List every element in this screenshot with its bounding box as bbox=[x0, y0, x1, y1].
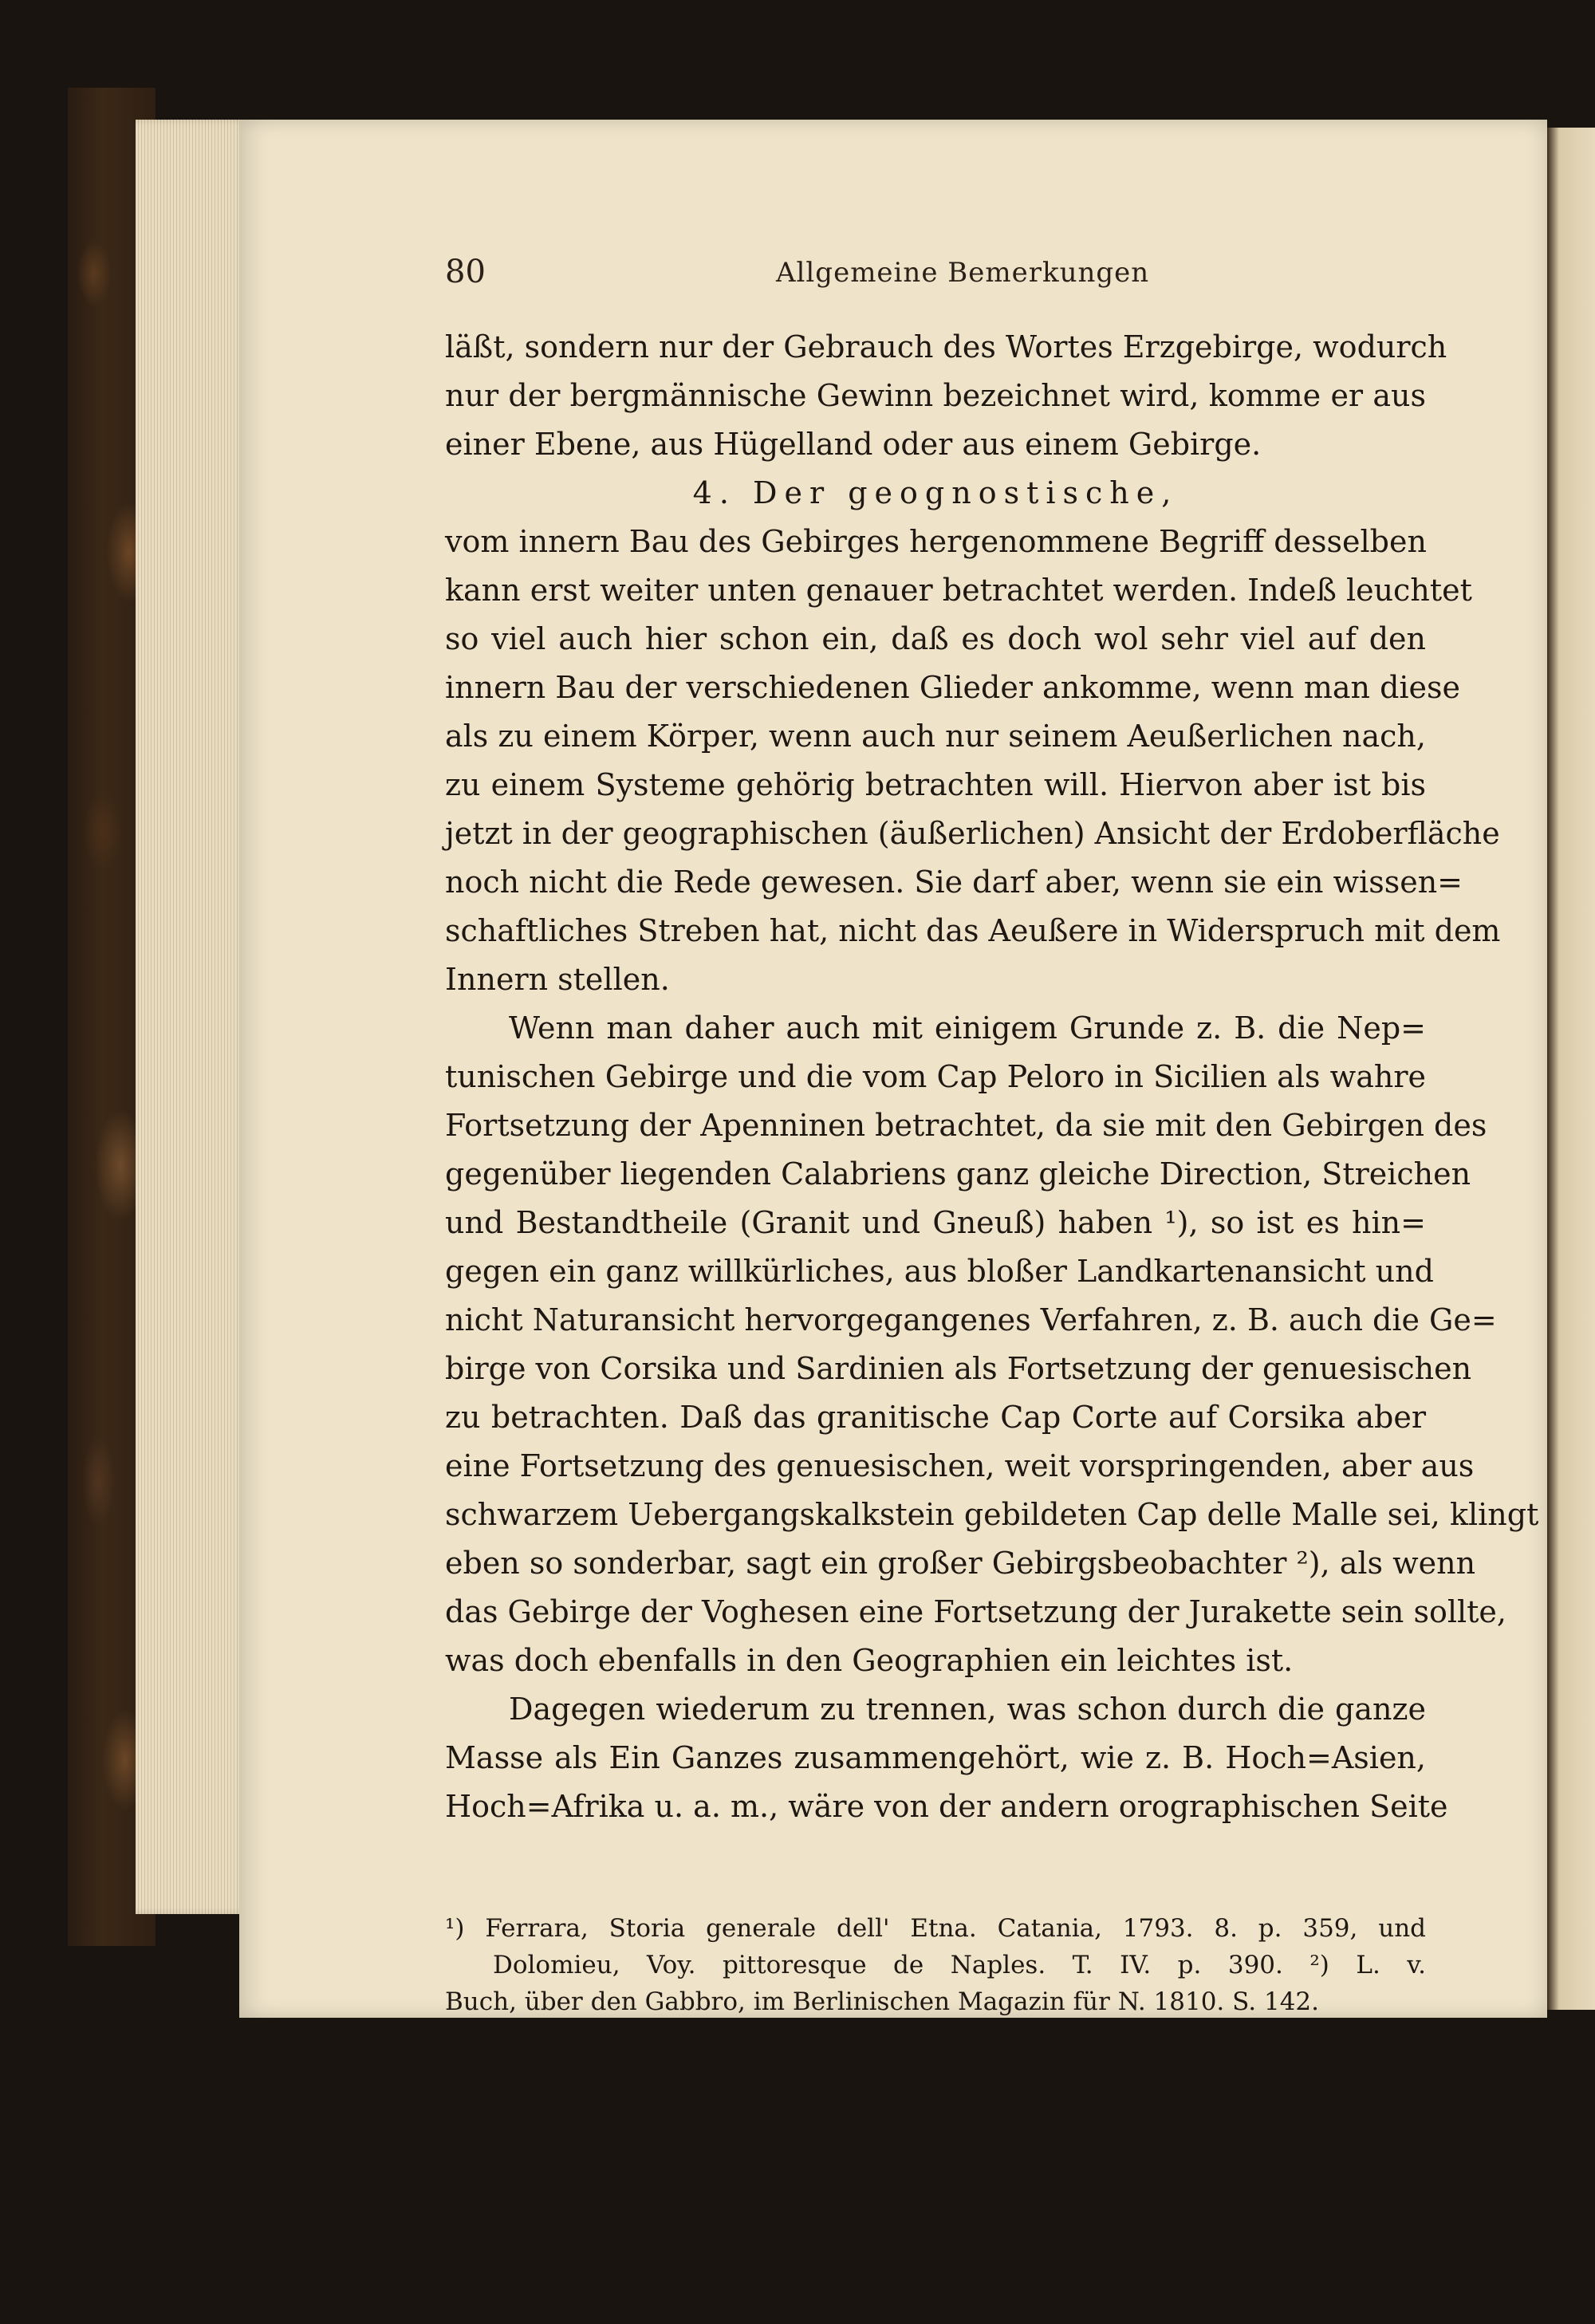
text-line: nur der bergmännische Gewinn bezeichnet wird, komme er aus bbox=[445, 378, 1426, 413]
text-line: so viel auch hier schon ein, daß es doch wol sehr viel auf den bbox=[445, 621, 1426, 656]
text-line: schwarzem Uebergangskalkstein gebildeten Cap delle Malle sei, klingt bbox=[445, 1497, 1539, 1532]
text-line: Innern stellen. bbox=[445, 962, 670, 997]
footnote-line: Dolomieu, Voy. pittoresque de Naples. T. IV. p. 390. ²) L. v. bbox=[493, 1951, 1426, 1979]
text-line: tunischen Gebirge und die vom Cap Peloro in Sicilien als wahre bbox=[445, 1059, 1426, 1094]
text-line: Masse als Ein Ganzes zusammengehört, wie z. B. Hoch=Asien, bbox=[445, 1740, 1426, 1775]
text-line: innern Bau der verschiedenen Glieder ankomme, wenn man diese bbox=[445, 670, 1461, 705]
text-line: zu betrachten. Daß das granitische Cap Corte auf Corsika aber bbox=[445, 1400, 1426, 1435]
section-heading: 4. Der geognostische, bbox=[692, 475, 1179, 510]
body-text bbox=[445, 323, 1539, 1831]
footnote-line: Buch, über den Gabbro, im Berlinischen Magazin für N. 1810. S. 142. bbox=[445, 1987, 1320, 2016]
text-line: vom innern Bau des Gebirges hergenommene Begriff desselben bbox=[445, 524, 1427, 559]
text-line: kann erst weiter unten genauer betrachtet werden. Indeß leuchtet bbox=[445, 573, 1472, 608]
text-line: als zu einem Körper, wenn auch nur seinem Aeußerlichen nach, bbox=[445, 719, 1426, 754]
running-head: Allgemeine Bemerkungen bbox=[776, 257, 1150, 289]
page-header bbox=[445, 254, 1422, 293]
text-line: Fortsetzung der Apenninen betrachtet, da sie mit den Gebirgen des bbox=[445, 1108, 1487, 1143]
text-line: eine Fortsetzung des genuesischen, weit vorspringenden, aber aus bbox=[445, 1448, 1475, 1483]
page-number: 80 bbox=[445, 254, 486, 290]
text-line: eben so sonderbar, sagt ein großer Gebirgsbeobachter ²), als wenn bbox=[445, 1546, 1476, 1581]
text-line: einer Ebene, aus Hügelland oder aus einem Gebirge. bbox=[445, 427, 1262, 462]
text-line: und Bestandtheile (Granit und Gneuß) haben ¹), so ist es hin= bbox=[445, 1205, 1426, 1240]
text-line: gegen ein ganz willkürliches, aus bloßer Landkartenansicht und bbox=[445, 1254, 1434, 1289]
footnotes bbox=[445, 1910, 1426, 2020]
footnote-line: ¹) Ferrara, Storia generale dell' Etna. Catania, 1793. 8. p. 359, und bbox=[445, 1914, 1426, 1943]
text-line: zu einem Systeme gehörig betrachten will. Hiervon aber ist bis bbox=[445, 767, 1426, 802]
text-line: gegenüber liegenden Calabriens ganz gleiche Direction, Streichen bbox=[445, 1156, 1471, 1192]
text-line: noch nicht die Rede gewesen. Sie darf aber, wenn sie ein wissen= bbox=[445, 865, 1463, 900]
page-edges bbox=[136, 120, 247, 1914]
text-line: Hoch=Afrika u. a. m., wäre von der andern orographischen Seite bbox=[445, 1789, 1448, 1824]
facing-page-edge bbox=[1547, 128, 1595, 2010]
text-line: was doch ebenfalls in den Geographien ein leichtes ist. bbox=[445, 1643, 1294, 1678]
text-line: nicht Naturansicht hervorgegangenes Verfahren, z. B. auch die Ge= bbox=[445, 1302, 1497, 1337]
text-line: das Gebirge der Voghesen eine Fortsetzung der Jurakette sein sollte, bbox=[445, 1594, 1507, 1629]
text-line: Dagegen wiederum zu trennen, was schon durch die ganze bbox=[509, 1692, 1426, 1727]
text-line: birge von Corsika und Sardinien als Fortsetzung der genuesischen bbox=[445, 1351, 1472, 1386]
text-line: Wenn man daher auch mit einigem Grunde z. B. die Nep= bbox=[509, 1010, 1426, 1046]
text-line: jetzt in der geographischen (äußerlichen) Ansicht der Erdoberfläche bbox=[445, 816, 1500, 851]
text-line: schaftliches Streben hat, nicht das Aeußere in Widerspruch mit dem bbox=[445, 913, 1501, 948]
text-line: läßt, sondern nur der Gebrauch des Wortes Erzgebirge, wodurch bbox=[445, 329, 1447, 364]
